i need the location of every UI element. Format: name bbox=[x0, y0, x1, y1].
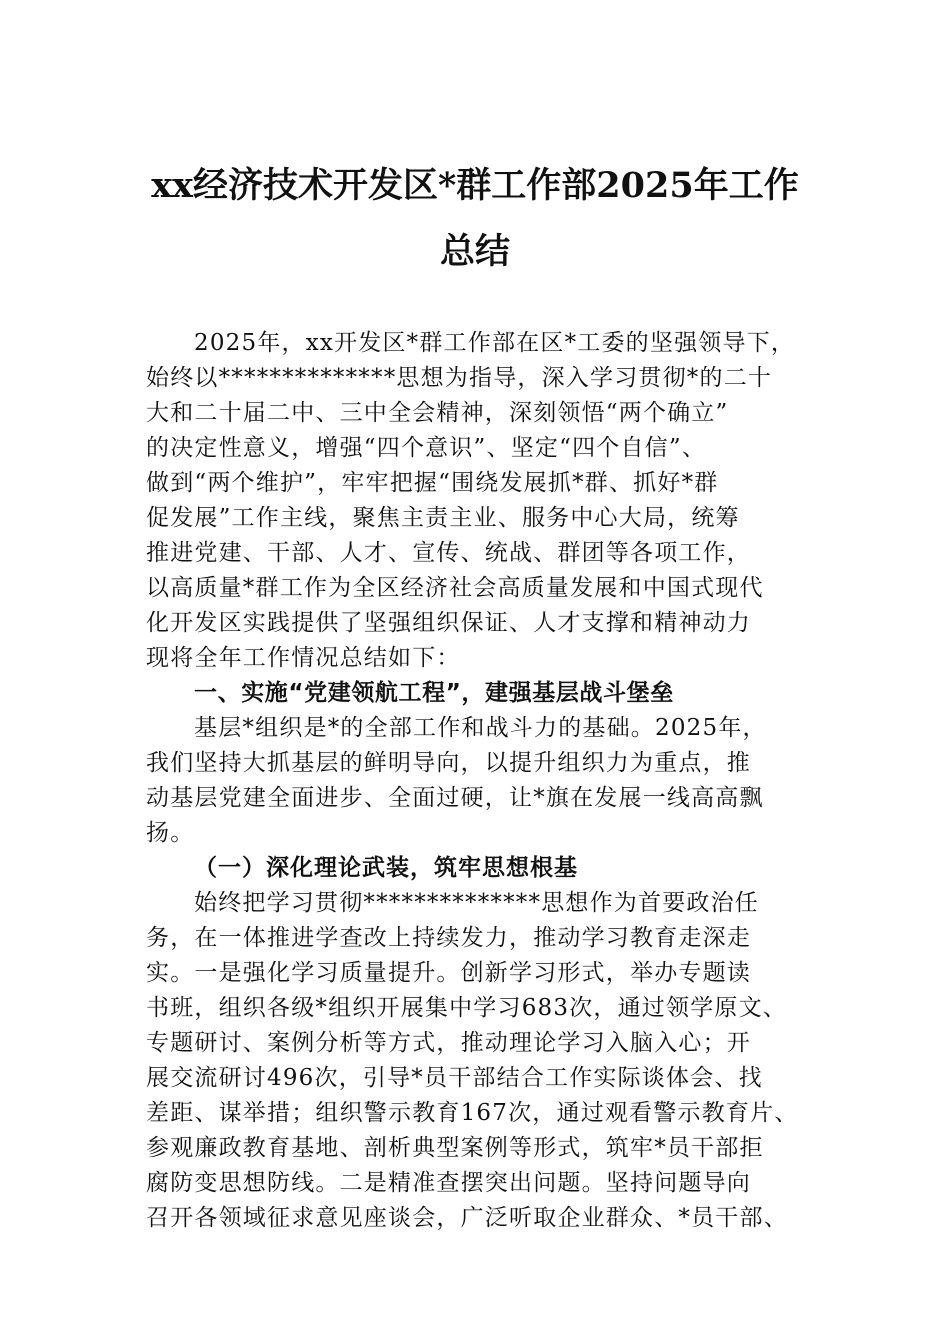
paragraph-line: 始终把学习贯彻**************思想作为首要政治任 bbox=[194, 890, 759, 916]
paragraph-line: 我们坚持大抓基层的鲜明导向，以提升组织力为重点，推 bbox=[146, 750, 751, 776]
paragraph-line: 动基层党建全面进步、全面过硬，让*旗在发展一线高高飘 bbox=[146, 785, 764, 811]
section-heading: 一、实施“党建领航工程”，建强基层战斗堡垒 bbox=[194, 680, 674, 706]
paragraph-line: 促发展”工作主线，聚焦主责主业、服务中心大局，统筹 bbox=[146, 505, 740, 531]
paragraph-line: 大和二十届二中、三中全会精神，深刻领悟“两个确立” bbox=[146, 400, 729, 426]
paragraph-line: 始终以**************思想为指导，深入学习贯彻*的二十 bbox=[146, 365, 773, 391]
paragraph-line: 务，在一体推进学查改上持续发力，推动学习教育走深走 bbox=[146, 925, 751, 951]
paragraph-line: 推进党建、干部、人才、宣传、统战、群团等各项工作， bbox=[146, 540, 751, 566]
paragraph-line: 现将全年工作情况总结如下： bbox=[146, 645, 461, 671]
paragraph-line: 2025年，xx开发区*群工作部在区*工委的坚强领导下， bbox=[194, 330, 796, 356]
paragraph-line: 化开发区实践提供了坚强组织保证、人才支撑和精神动力 bbox=[146, 610, 751, 636]
paragraph-line: 召开各领域征求意见座谈会，广泛听取企业群众、*员干部、 bbox=[146, 1205, 788, 1231]
paragraph-line: 做到“两个维护”，牢牢把握“围绕发展抓*群、抓好*群 bbox=[146, 470, 719, 496]
paragraph-line: 展交流研讨496次，引导*员干部结合工作实际谈体会、找 bbox=[146, 1065, 763, 1091]
paragraph-line: 以高质量*群工作为全区经济社会高质量发展和中国式现代 bbox=[146, 575, 764, 601]
paragraph-line: 参观廉政教育基地、剖析典型案例等形式，筑牢*员干部拒 bbox=[146, 1135, 764, 1161]
document-title-line-1: xx经济技术开发区*群工作部2025年工作 bbox=[151, 165, 799, 206]
paragraph-line: 腐防变思想防线。二是精准查摆突出问题。坚持问题导向 bbox=[146, 1170, 751, 1196]
document-title-line-2: 总结 bbox=[439, 231, 510, 272]
paragraph-line: 书班，组织各级*组织开展集中学习683次，通过领学原文、 bbox=[146, 995, 787, 1021]
subsection-heading: （一）深化理论武装，筑牢思想根基 bbox=[194, 854, 578, 881]
paragraph-line: 的决定性意义，增强“四个意识”、坚定“四个自信”、 bbox=[146, 435, 707, 461]
paragraph-line: 实。一是强化学习质量提升。创新学习形式，举办专题读 bbox=[146, 960, 751, 986]
paragraph-line: 扬。 bbox=[146, 820, 195, 846]
paragraph-line: 基层*组织是*的全部工作和战斗力的基础。2025年， bbox=[194, 715, 767, 741]
paragraph-line: 专题研讨、案例分析等方式，推动理论学习入脑入心；开 bbox=[146, 1030, 751, 1056]
paragraph-line: 差距、谋举措；组织警示教育167次，通过观看警示教育片、 bbox=[146, 1100, 799, 1126]
